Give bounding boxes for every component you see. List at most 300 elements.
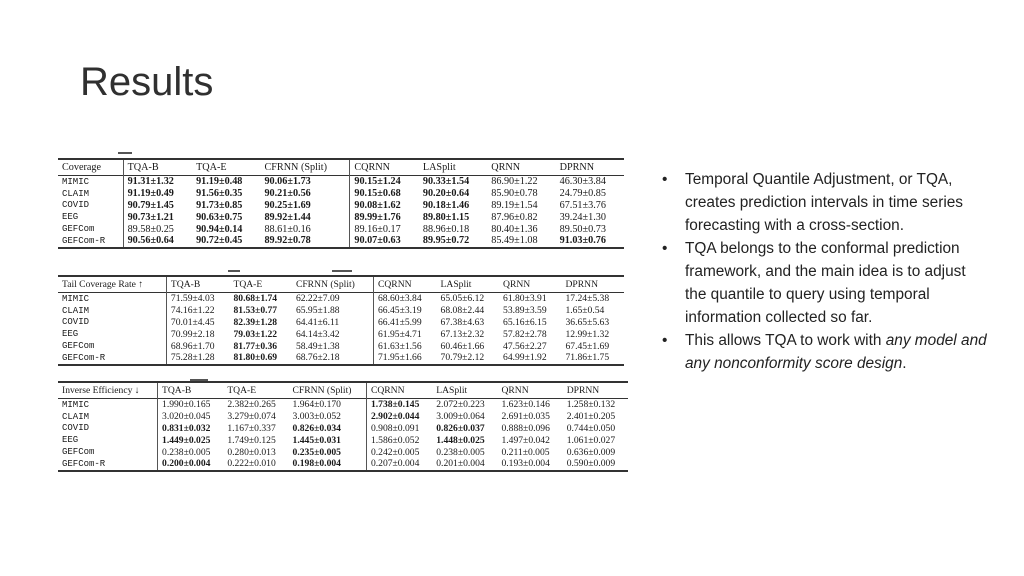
row-label: EEG — [58, 434, 158, 446]
table-cell — [166, 305, 229, 317]
cell-value: 90.20±0.64 — [422, 188, 470, 200]
table-cell — [499, 317, 561, 329]
cell-value: 0.908±0.091 — [370, 422, 420, 434]
table-cell — [563, 434, 628, 446]
column-header: DPRNN — [565, 279, 599, 290]
cell-value: 3.003±0.052 — [292, 411, 341, 423]
table-cell — [158, 411, 224, 423]
table-row — [58, 423, 628, 435]
table-row — [58, 340, 624, 352]
table-cell — [437, 328, 499, 340]
table-cell — [419, 176, 487, 188]
cell-value: 90.08±1.62 — [354, 199, 401, 211]
table-row — [58, 328, 624, 340]
tail-coverage-table — [58, 275, 624, 366]
cell-value: 1.738±0.145 — [370, 399, 420, 411]
table-cell — [366, 423, 432, 435]
cell-value: 65.16±6.15 — [503, 316, 547, 328]
table-cell — [487, 176, 555, 188]
inverse-efficiency-table — [58, 381, 628, 472]
cell-value: 90.18±1.46 — [422, 199, 470, 211]
row-label: GEFCom-R — [58, 235, 123, 248]
row-label: GEFCom-R — [58, 458, 158, 471]
row-label: CLAIM — [58, 188, 123, 200]
cell-value: 89.99±1.76 — [354, 211, 401, 223]
cell-value: 24.79±0.85 — [559, 188, 606, 200]
table-cell — [123, 223, 192, 235]
table-cell — [223, 423, 288, 435]
table-cell — [561, 328, 624, 340]
cell-value: 0.238±0.005 — [436, 446, 485, 458]
cell-value: 90.94±0.14 — [196, 223, 243, 235]
table-cell — [373, 352, 436, 365]
table-cell — [289, 434, 367, 446]
table-cell — [437, 352, 499, 365]
cell-value: 3.009±0.064 — [436, 411, 485, 423]
column-header: QRNN — [491, 162, 521, 173]
cell-value: 39.24±1.30 — [559, 211, 606, 223]
table-cell — [437, 305, 499, 317]
table-cell — [229, 340, 291, 352]
table-cell — [556, 235, 624, 248]
bullet-item — [660, 237, 990, 329]
table-cell — [561, 352, 624, 365]
table-cell — [497, 434, 562, 446]
row-label: MIMIC — [58, 399, 158, 411]
table-cell — [373, 317, 436, 329]
coverage-table — [58, 158, 624, 249]
cell-value: 60.46±1.66 — [440, 340, 485, 352]
row-label: MIMIC — [58, 293, 166, 305]
cell-value: 81.53±0.77 — [233, 305, 278, 317]
cell-value: 17.24±5.38 — [565, 293, 610, 305]
bullet-text-end: . — [902, 355, 907, 372]
cell-value: 90.33±1.54 — [422, 176, 470, 188]
cell-value: 0.242±0.005 — [370, 446, 420, 458]
bullet-list — [660, 168, 990, 375]
cell-value: 85.90±0.78 — [491, 188, 538, 200]
cell-value: 67.38±4.63 — [440, 316, 485, 328]
crop-artifact — [118, 152, 132, 154]
cell-value: 89.58±0.25 — [127, 223, 174, 235]
table-cell — [366, 434, 432, 446]
cell-value: 0.222±0.010 — [227, 458, 276, 470]
cell-value: 91.56±0.35 — [196, 188, 243, 200]
table-cell — [419, 200, 487, 212]
cell-value: 0.201±0.004 — [436, 458, 485, 470]
cell-value: 90.63±0.75 — [196, 211, 243, 223]
column-header: LASplit — [440, 279, 472, 290]
cell-value: 0.636±0.009 — [566, 446, 616, 458]
column-header: DPRNN — [559, 162, 595, 173]
cell-value: 2.691±0.035 — [501, 411, 550, 423]
cell-value: 0.888±0.096 — [501, 422, 550, 434]
cell-value: 0.238±0.005 — [162, 446, 211, 458]
column-header: TQA-B — [162, 385, 192, 396]
table-row — [58, 235, 624, 248]
table-cell — [123, 176, 192, 188]
column-header: CQRNN — [377, 279, 412, 290]
cell-value: 90.21±0.56 — [264, 188, 311, 200]
row-label: COVID — [58, 423, 158, 435]
row-label: CLAIM — [58, 305, 166, 317]
cell-value: 0.826±0.037 — [436, 422, 485, 434]
table-cell — [366, 446, 432, 458]
column-header: QRNN — [503, 279, 531, 290]
table-row — [58, 352, 624, 365]
cell-value: 61.95±4.71 — [377, 328, 422, 340]
table-cell — [350, 188, 419, 200]
table-cell — [497, 446, 562, 458]
cell-value: 61.63±1.56 — [377, 340, 422, 352]
table-cell — [192, 200, 260, 212]
cell-value: 89.92±1.44 — [264, 211, 311, 223]
cell-value: 80.68±1.74 — [233, 293, 278, 305]
cell-value: 71.95±1.66 — [377, 352, 422, 364]
table-cell — [497, 423, 562, 435]
table-cell — [166, 328, 229, 340]
row-label: COVID — [58, 317, 166, 329]
cell-value: 3.020±0.045 — [162, 411, 211, 423]
table-cell — [350, 211, 419, 223]
table-cell — [123, 211, 192, 223]
cell-value: 91.19±0.48 — [196, 176, 243, 188]
cell-value: 64.99±1.92 — [503, 352, 547, 364]
cell-value: 91.03±0.76 — [559, 235, 606, 247]
column-header: DPRNN — [566, 385, 600, 396]
cell-value: 12.99±1.32 — [565, 328, 610, 340]
table-header-row — [58, 382, 628, 399]
table-cell — [223, 399, 288, 411]
table-cell — [432, 458, 497, 471]
cell-value: 1.586±0.052 — [370, 434, 420, 446]
cell-value: 70.79±2.12 — [440, 352, 485, 364]
cell-value: 1.497±0.042 — [501, 434, 550, 446]
table-row — [58, 434, 628, 446]
cell-value: 0.207±0.004 — [370, 458, 420, 470]
inverse-efficiency-table-container — [58, 381, 628, 472]
table-row — [58, 458, 628, 471]
cell-value: 91.31±1.32 — [127, 176, 174, 188]
table-cell — [419, 188, 487, 200]
cell-value: 0.280±0.013 — [227, 446, 276, 458]
table-row — [58, 223, 624, 235]
table-cell — [373, 340, 436, 352]
cell-value: 62.22±7.09 — [295, 293, 340, 305]
table-cell — [366, 411, 432, 423]
cell-value: 65.05±6.12 — [440, 293, 485, 305]
table-cell — [123, 200, 192, 212]
table-cell — [437, 340, 499, 352]
table-cell — [556, 223, 624, 235]
cell-value: 87.96±0.82 — [491, 211, 538, 223]
cell-value: 64.41±6.11 — [295, 316, 340, 328]
table-cell — [192, 188, 260, 200]
table-cell — [499, 328, 561, 340]
cell-value: 0.235±0.005 — [292, 446, 341, 458]
column-header: CQRNN — [370, 385, 405, 396]
table-cell — [289, 458, 367, 471]
table-cell — [366, 399, 432, 411]
cell-value: 88.61±0.16 — [264, 223, 311, 235]
table-cell — [561, 317, 624, 329]
table-cell — [192, 223, 260, 235]
cell-value: 91.19±0.49 — [127, 188, 174, 200]
cell-value: 81.80±0.69 — [233, 352, 278, 364]
cell-value: 68.08±2.44 — [440, 305, 485, 317]
table-cell — [556, 188, 624, 200]
table-cell — [563, 458, 628, 471]
table-cell — [563, 423, 628, 435]
table-cell — [260, 188, 349, 200]
table-cell — [497, 399, 562, 411]
column-header: Inverse Efficiency ↓ — [58, 382, 158, 399]
table-cell — [556, 211, 624, 223]
cell-value: 90.73±1.21 — [127, 211, 174, 223]
column-header: CQRNN — [354, 162, 391, 173]
table-cell — [289, 446, 367, 458]
cell-value: 79.03±1.22 — [233, 328, 278, 340]
table-cell — [166, 340, 229, 352]
table-cell — [223, 434, 288, 446]
cell-value: 0.590±0.009 — [566, 458, 616, 470]
cell-value: 82.39±1.28 — [233, 316, 278, 328]
table-cell — [366, 458, 432, 471]
column-header: QRNN — [501, 385, 529, 396]
table-header-row — [58, 276, 624, 293]
row-label: MIMIC — [58, 176, 123, 188]
table-cell — [289, 399, 367, 411]
table-cell — [561, 305, 624, 317]
table-cell — [158, 434, 224, 446]
table-cell — [350, 235, 419, 248]
table-row — [58, 188, 624, 200]
table-cell — [499, 305, 561, 317]
cell-value: 2.902±0.044 — [370, 411, 420, 423]
cell-value: 67.45±1.69 — [565, 340, 610, 352]
row-label: GEFCom — [58, 446, 158, 458]
cell-value: 74.16±1.22 — [170, 305, 215, 317]
cell-value: 71.59±4.03 — [170, 293, 215, 305]
coverage-table-container — [58, 158, 624, 249]
table-cell — [563, 399, 628, 411]
table-row — [58, 317, 624, 329]
table-cell — [487, 211, 555, 223]
cell-value: 80.40±1.36 — [491, 223, 538, 235]
cell-value: 53.89±3.59 — [503, 305, 547, 317]
tail-coverage-table-container — [58, 275, 624, 366]
table-cell — [432, 399, 497, 411]
cell-value: 58.49±1.38 — [295, 340, 340, 352]
cell-value: 65.95±1.88 — [295, 305, 340, 317]
cell-value: 86.90±1.22 — [491, 176, 538, 188]
table-cell — [487, 188, 555, 200]
table-row — [58, 200, 624, 212]
slide-title: Results — [80, 60, 214, 104]
cell-value: 88.96±0.18 — [422, 223, 470, 235]
column-header: CFRNN (Split) — [260, 159, 349, 176]
column-header: Tail Coverage Rate ↑ — [58, 276, 166, 293]
cell-value: 71.86±1.75 — [565, 352, 610, 364]
table-cell — [158, 399, 224, 411]
table-cell — [499, 293, 561, 305]
table-cell — [292, 317, 374, 329]
table-cell — [556, 200, 624, 212]
table-cell — [432, 434, 497, 446]
cell-value: 0.193±0.004 — [501, 458, 550, 470]
column-header: TQA-B — [127, 162, 159, 173]
cell-value: 46.30±3.84 — [559, 176, 606, 188]
table-cell — [561, 293, 624, 305]
cell-value: 1.749±0.125 — [227, 434, 276, 446]
table-cell — [260, 211, 349, 223]
table-cell — [419, 211, 487, 223]
cell-value: 90.79±1.45 — [127, 199, 174, 211]
row-label: COVID — [58, 200, 123, 212]
bullet-text: TQA belongs to the conformal prediction framework, and the main idea is to adjust the quantile to query using temporal information collected so far. — [685, 240, 966, 326]
table-cell — [229, 352, 291, 365]
cell-value: 1.448±0.025 — [436, 434, 485, 446]
cell-value: 70.01±4.45 — [170, 316, 215, 328]
table-cell — [556, 176, 624, 188]
cell-value: 66.45±3.19 — [377, 305, 422, 317]
cell-value: 68.96±1.70 — [170, 340, 215, 352]
table-cell — [561, 340, 624, 352]
cell-value: 64.14±3.42 — [295, 328, 340, 340]
cell-value: 1.258±0.132 — [566, 399, 616, 411]
table-cell — [166, 317, 229, 329]
table-cell — [432, 423, 497, 435]
bullet-item — [660, 329, 990, 375]
table-row — [58, 176, 624, 188]
cell-value: 0.744±0.050 — [566, 422, 616, 434]
table-cell — [123, 235, 192, 248]
table-cell — [419, 223, 487, 235]
table-cell — [123, 188, 192, 200]
table-cell — [499, 352, 561, 365]
table-cell — [166, 352, 229, 365]
row-label: GEFCom-R — [58, 352, 166, 365]
cell-value: 90.07±0.63 — [354, 235, 401, 247]
bullet-item — [660, 168, 990, 237]
table-cell — [158, 458, 224, 471]
cell-value: 0.200±0.004 — [162, 458, 211, 470]
cell-value: 1.167±0.337 — [227, 422, 276, 434]
cell-value: 36.65±5.63 — [565, 316, 610, 328]
cell-value: 1.061±0.027 — [566, 434, 616, 446]
cell-value: 61.80±3.91 — [503, 293, 547, 305]
cell-value: 0.831±0.032 — [162, 422, 211, 434]
table-cell — [192, 176, 260, 188]
bullet-text: This allows TQA to work with — [685, 332, 886, 349]
cell-value: 1.445±0.031 — [292, 434, 341, 446]
table-cell — [432, 446, 497, 458]
table-cell — [499, 340, 561, 352]
cell-value: 68.76±2.18 — [295, 352, 340, 364]
table-cell — [487, 200, 555, 212]
table-cell — [563, 446, 628, 458]
cell-value: 90.15±0.68 — [354, 188, 401, 200]
column-header: TQA-B — [170, 279, 201, 290]
cell-value: 90.15±1.24 — [354, 176, 401, 188]
cell-value: 2.382±0.265 — [227, 399, 276, 411]
table-cell — [373, 293, 436, 305]
table-cell — [292, 352, 374, 365]
table-cell — [260, 235, 349, 248]
cell-value: 47.56±2.27 — [503, 340, 547, 352]
table-cell — [223, 446, 288, 458]
table-row — [58, 411, 628, 423]
cell-value: 66.41±5.99 — [377, 316, 422, 328]
table-cell — [373, 328, 436, 340]
cell-value: 68.60±3.84 — [377, 293, 422, 305]
table-cell — [158, 423, 224, 435]
table-cell — [292, 328, 374, 340]
cell-value: 2.072±0.223 — [436, 399, 485, 411]
table-cell — [192, 235, 260, 248]
table-cell — [223, 411, 288, 423]
table-row — [58, 211, 624, 223]
table-cell — [350, 200, 419, 212]
cell-value: 90.72±0.45 — [196, 235, 243, 247]
cell-value: 91.73±0.85 — [196, 199, 243, 211]
table-cell — [229, 293, 291, 305]
cell-value: 1.990±0.165 — [162, 399, 211, 411]
cell-value: 1.449±0.025 — [162, 434, 211, 446]
column-header: TQA-E — [227, 385, 257, 396]
crop-artifact — [332, 270, 352, 272]
table-cell — [432, 411, 497, 423]
row-label: GEFCom — [58, 340, 166, 352]
cell-value: 89.19±1.54 — [491, 199, 538, 211]
table-cell — [260, 223, 349, 235]
column-header: CFRNN (Split) — [289, 382, 367, 399]
table-cell — [497, 411, 562, 423]
cell-value: 81.77±0.36 — [233, 340, 278, 352]
cell-value: 89.80±1.15 — [422, 211, 470, 223]
table-row — [58, 305, 624, 317]
row-label: CLAIM — [58, 411, 158, 423]
table-cell — [563, 411, 628, 423]
row-label: EEG — [58, 328, 166, 340]
table-row — [58, 293, 624, 305]
table-header-row — [58, 159, 624, 176]
column-header: LASplit — [422, 162, 456, 173]
table-cell — [260, 200, 349, 212]
cell-value: 0.211±0.005 — [501, 446, 550, 458]
cell-value: 0.198±0.004 — [292, 458, 341, 470]
cell-value: 3.279±0.074 — [227, 411, 276, 423]
bullet-emphasis: any model and any nonconformity score design — [685, 332, 987, 372]
cell-value: 85.49±1.08 — [491, 235, 538, 247]
table-cell — [260, 176, 349, 188]
cell-value: 67.13±2.32 — [440, 328, 485, 340]
column-header: LASplit — [436, 385, 468, 396]
table-cell — [487, 235, 555, 248]
table-cell — [350, 223, 419, 235]
table-cell — [223, 458, 288, 471]
bullet-text: Temporal Quantile Adjustment, or TQA, creates prediction intervals in time series forecasting with a cross-section. — [685, 171, 964, 234]
cell-value: 89.95±0.72 — [422, 235, 470, 247]
table-cell — [497, 458, 562, 471]
cell-value: 1.65±0.54 — [565, 305, 605, 317]
table-cell — [487, 223, 555, 235]
cell-value: 90.25±1.69 — [264, 199, 311, 211]
column-header: TQA-E — [233, 279, 263, 290]
table-cell — [289, 423, 367, 435]
cell-value: 89.92±0.78 — [264, 235, 311, 247]
table-cell — [292, 340, 374, 352]
